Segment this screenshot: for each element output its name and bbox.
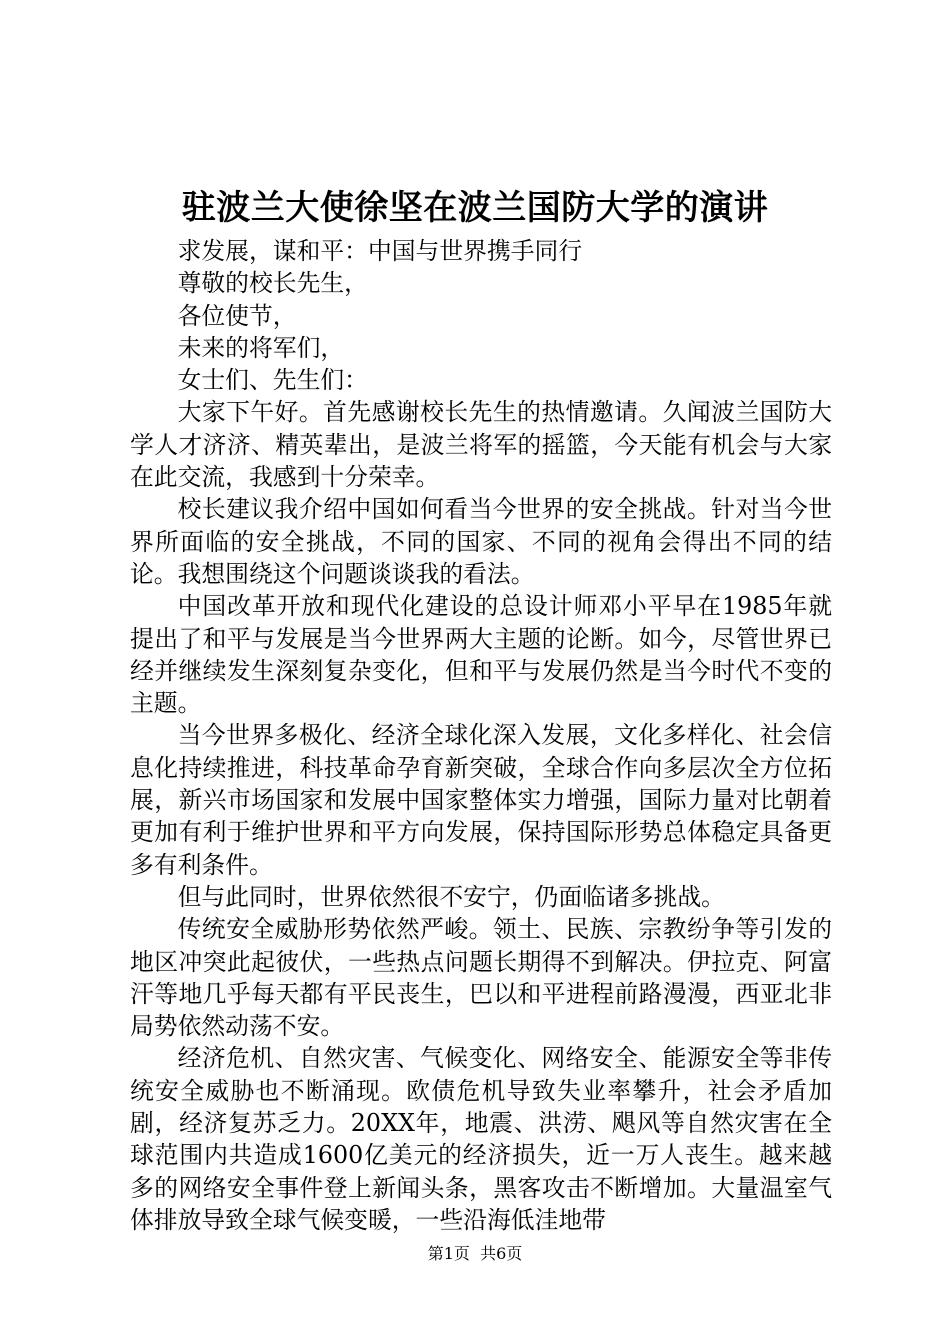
document-title: 驻波兰大使徐坚在波兰国防大学的演讲: [181, 188, 769, 228]
body-paragraph: 大家下午好。首先感谢校长先生的热情邀请。久闻波兰国防大学人才济济、精英辈出，是波兰将军的摇篮，今天能有机会与大家在此交流，我感到十分荣幸。: [130, 398, 832, 492]
document-body: [130, 235, 832, 1236]
body-paragraph: 但与此同时，世界依然很不安宁，仍面临诸多挑战。: [177, 882, 725, 911]
page-number-footer: 第1页 共6页: [427, 1244, 523, 1263]
body-paragraph: 校长建议我介绍中国如何看当今世界的安全挑战。针对当今世界所面临的安全挑战，不同的国家、不同的视角会得出不同的结论。我想围绕这个问题谈谈我的看法。: [130, 495, 832, 588]
body-paragraph: 传统安全威胁形势依然严峻。领土、民族、宗教纷争等引发的地区冲突此起彼伏，一些热点问题长期得不到解决。伊拉克、阿富汗等地几乎每天都有平民丧生，巴以和平进程前路漫漫，西亚北非局势依然动荡不安。: [130, 915, 832, 1041]
salutation-line: 各位使节，: [177, 301, 297, 330]
body-paragraph: 经济危机、自然灾害、气候变化、网络安全、能源安全等非传统安全威胁也不断涌现。欧债危机导致失业率攀升，社会矛盾加剧，经济复苏乏力。20XX年，地震、洪涝、飓风等自然灾害在全球范围内共造成1600亿美元的经济损失，近一万人丧生。越来越多的网络安全事件登上新闻头条，黑客攻击不断增加。大量温室气体排放导致全球气候变暖，一些沿海低洼地带: [130, 1044, 832, 1234]
salutation-line: 未来的将军们，: [177, 333, 345, 362]
salutation-line: 女士们、先生们：: [177, 366, 368, 395]
salutation-line: 尊敬的校长先生，: [177, 269, 368, 298]
body-paragraph: 中国改革开放和现代化建设的总设计师邓小平早在1985年就提出了和平与发展是当今世界两大主题的论断。如今，尽管世界已经并继续发生深刻复杂变化，但和平与发展仍然是当今时代不变的主题。: [130, 592, 832, 718]
subtitle-line: 求发展，谋和平：中国与世界携手同行: [177, 237, 583, 265]
body-paragraph: 当今世界多极化、经济全球化深入发展，文化多样化、社会信息化持续推进，科技革命孕育新突破，全球合作向多层次全方位拓展，新兴市场国家和发展中国家整体实力增强，国际力量对比朝着更加有利于维护世界和平方向发展，保持国际形势总体稳定具备更多有利条件。: [130, 721, 832, 879]
